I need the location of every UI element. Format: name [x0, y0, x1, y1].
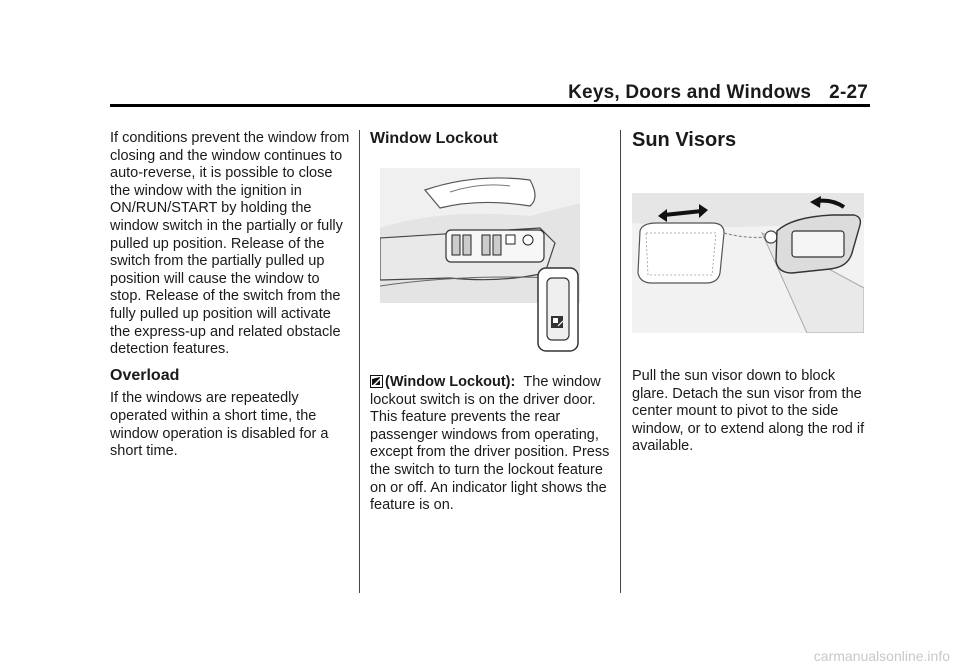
window-lockout-body: The window lockout switch is on the driver door. This feature prevents the rear passenger windows from operating, except from the driver position. Press the switch to turn the lockout feature on or off. An indicator light shows the feature is on.	[370, 374, 610, 514]
page-header	[568, 82, 868, 104]
window-lockout-paragraph	[370, 374, 610, 515]
column-middle	[370, 130, 610, 514]
column-right	[632, 129, 872, 455]
column-left	[110, 130, 350, 461]
watermark: carmanualsonline.info	[813, 648, 950, 664]
window-lockout-illustration	[380, 168, 580, 353]
page-number: 2-27	[829, 82, 868, 103]
sun-visors-paragraph: Pull the sun visor down to block glare. Detach the sun visor from the center mount to pivot to the side window, or to extend along the rod if available.	[632, 368, 865, 455]
header-rule	[110, 104, 870, 107]
sun-visor-illustration	[632, 193, 864, 333]
window-lockout-heading: Window Lockout	[370, 130, 498, 147]
window-lockout-term: (Window Lockout):	[385, 374, 516, 390]
overload-paragraph: If the windows are repeatedly operated within a short time, the window operation is disabled for a short time.	[110, 390, 329, 460]
overload-heading: Overload	[110, 366, 180, 384]
column-divider	[620, 130, 621, 593]
window-lockout-icon	[370, 375, 383, 388]
section-title: Keys, Doors and Windows	[568, 82, 812, 103]
column-divider	[359, 130, 360, 593]
sun-visors-heading: Sun Visors	[632, 129, 737, 151]
auto-reverse-paragraph: If conditions prevent the window from closing and the window continues to auto-reverse, it is possible to close the window with the ignition in ON/RUN/START by holding the window switch in the partially or fully pulled up position. Release of the switch from the partially pulled up position will cause the window to stop. Release of the switch from the fully pulled up position will activate the express-up and related obstacle detection features.	[110, 130, 350, 358]
